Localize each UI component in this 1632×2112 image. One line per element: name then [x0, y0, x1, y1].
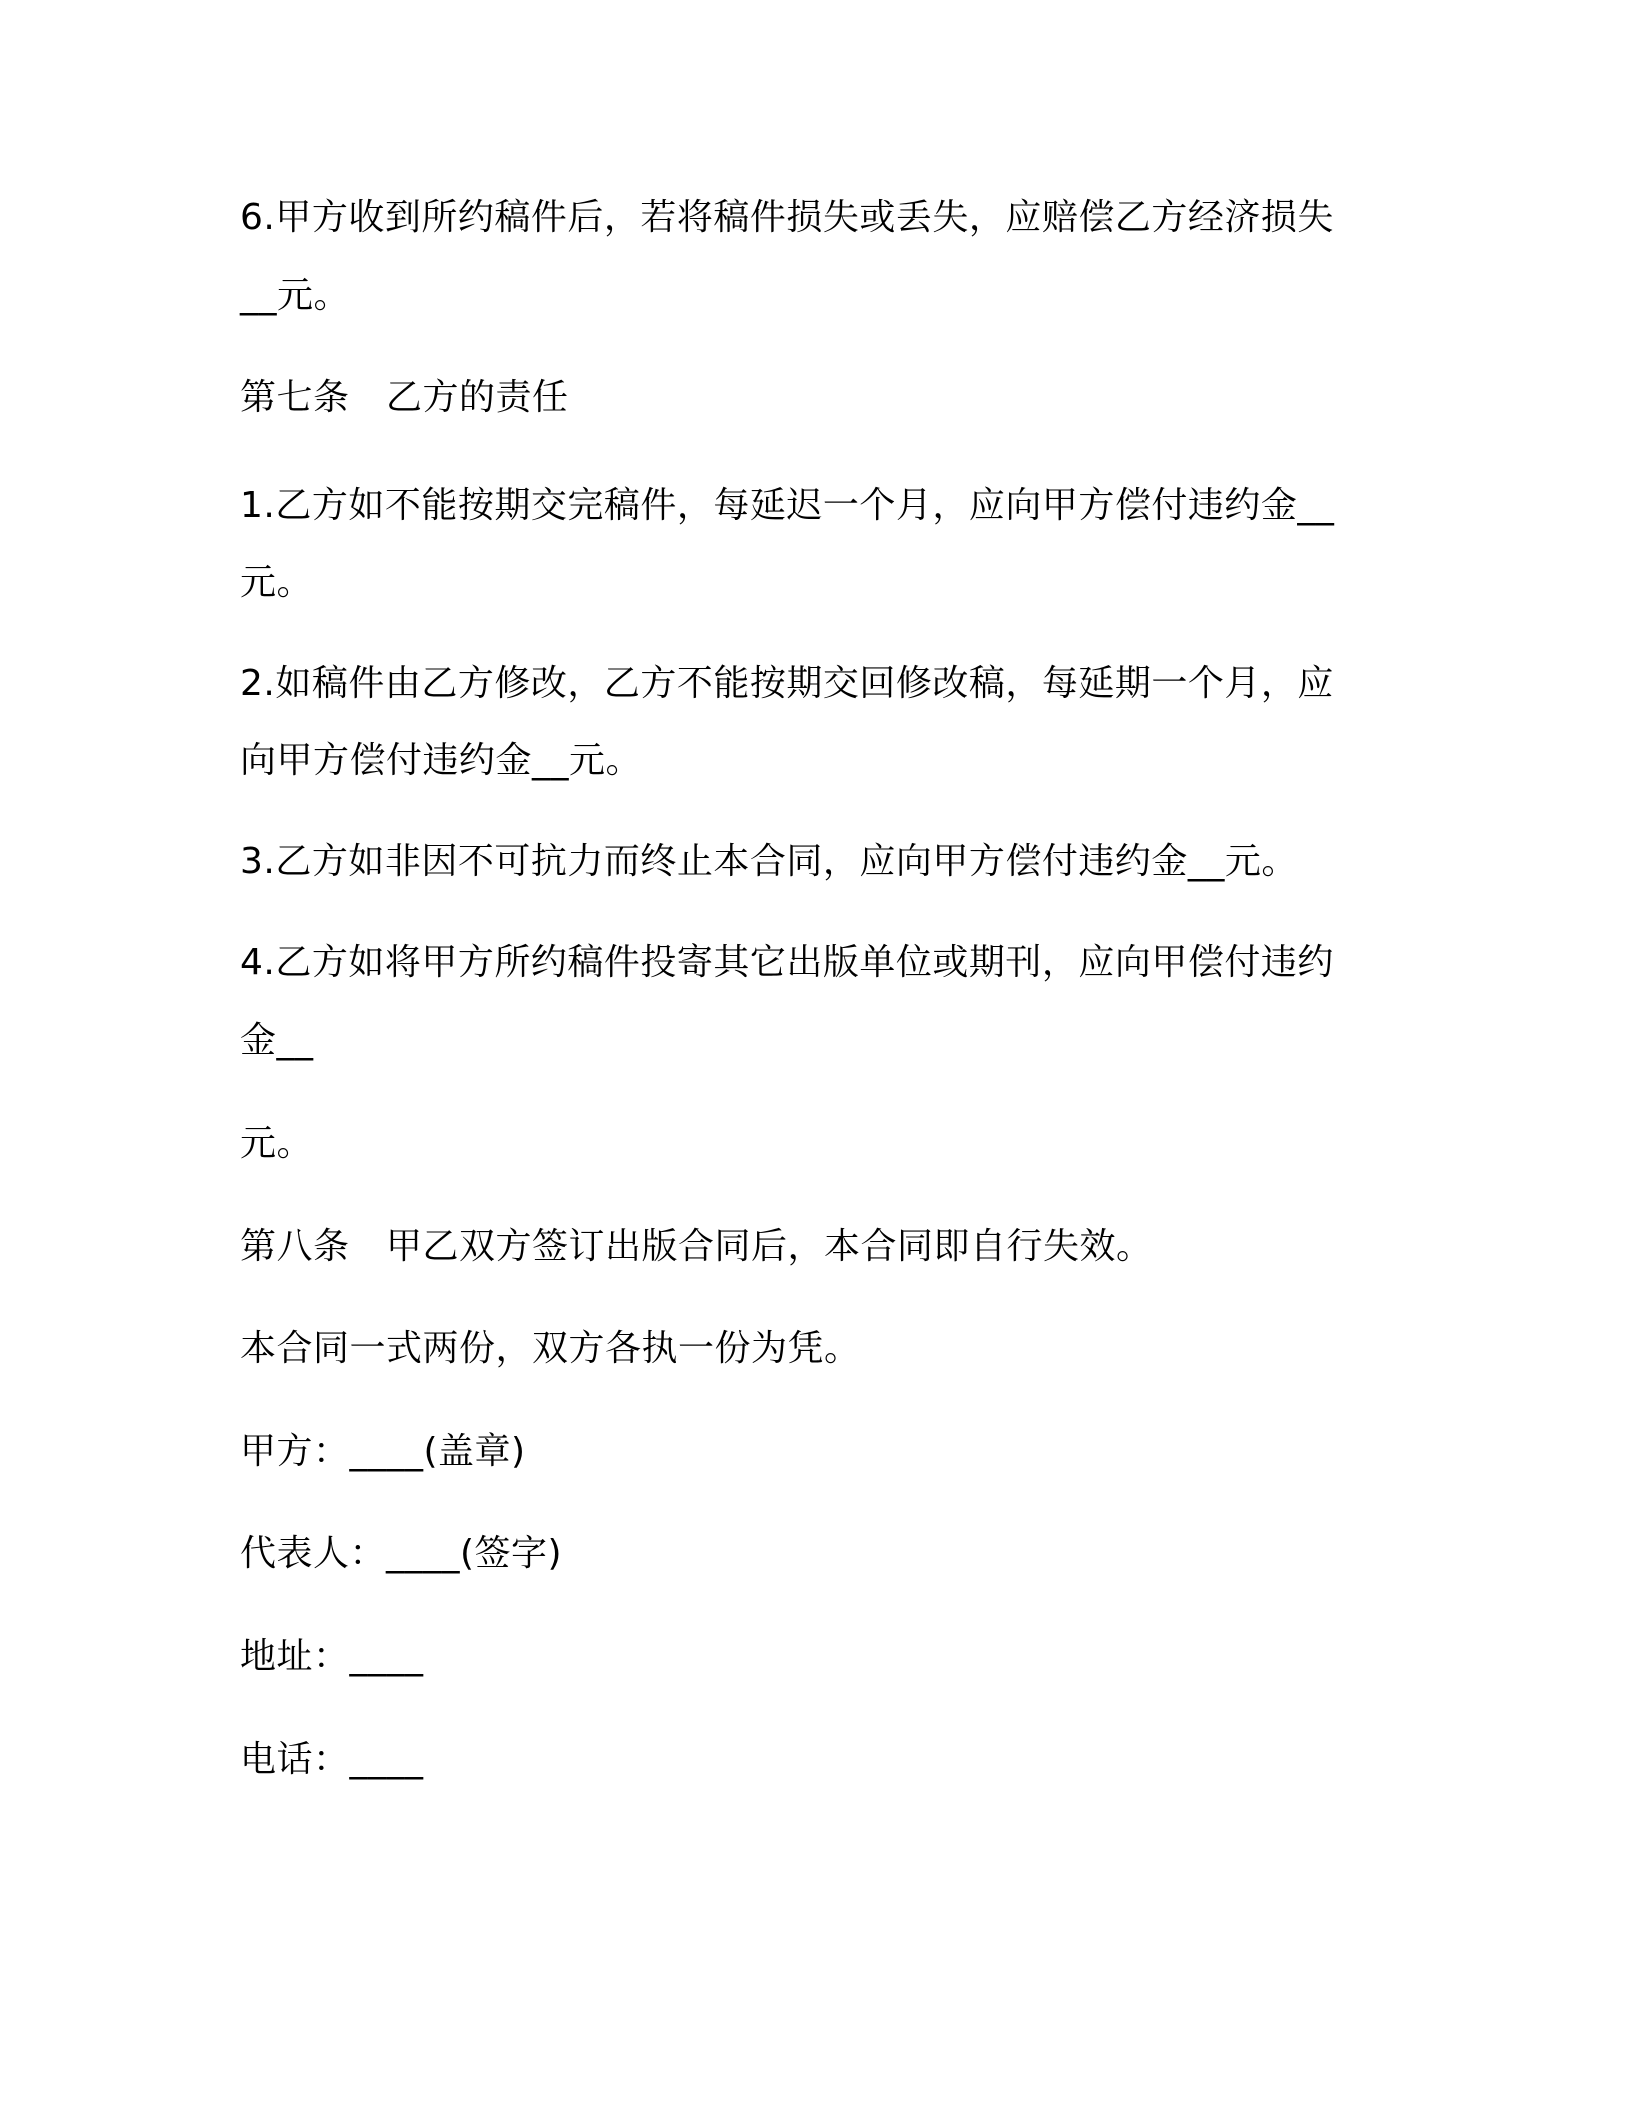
copies-statement: 本合同一式两份，双方各执一份为凭。 [240, 1328, 861, 1369]
article-7-heading: 第七条 乙方的责任 [240, 377, 569, 418]
clause-7-1-line-1: 1.乙方如不能按期交完稿件，每延迟一个月，应向甲方偿付违约金__ [240, 485, 1335, 526]
clause-7-1-line-2: 元。 [240, 562, 314, 603]
clause-7-2-line-1: 2.如稿件由乙方修改，乙方不能按期交回修改稿，每延期一个月，应 [240, 663, 1334, 704]
address-line: 地址：____ [240, 1636, 424, 1677]
phone-line: 电话：____ [240, 1739, 424, 1780]
clause-7-4-line-3: 元。 [240, 1123, 314, 1164]
party-a-seal-line: 甲方：____(盖章) [240, 1431, 526, 1472]
article-8-line: 第八条 甲乙双方签订出版合同后，本合同即自行失效。 [240, 1226, 1153, 1267]
clause-7-2-line-2: 向甲方偿付违约金__元。 [240, 740, 643, 781]
clause-6-line-2: __元。 [240, 275, 351, 316]
clause-7-3-line: 3.乙方如非因不可抗力而终止本合同，应向甲方偿付违约金__元。 [240, 841, 1298, 882]
clause-6-line-1: 6.甲方收到所约稿件后，若将稿件损失或丢失，应赔偿乙方经济损失 [240, 197, 1334, 238]
clause-7-4-line-2: 金__ [240, 1020, 314, 1061]
representative-signature-line: 代表人：____(签字) [240, 1533, 563, 1574]
clause-7-4-line-1: 4.乙方如将甲方所约稿件投寄其它出版单位或期刊，应向甲偿付违约 [240, 942, 1334, 983]
